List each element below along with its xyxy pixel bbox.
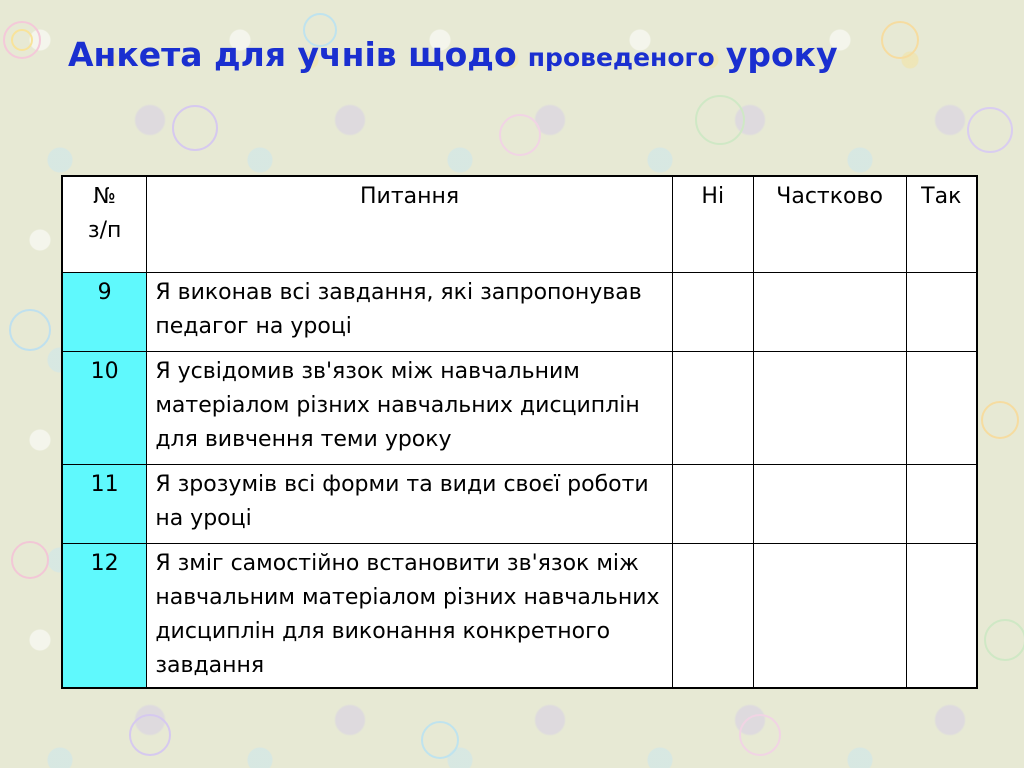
answer-partly-cell[interactable] [753,543,906,688]
header-number [62,176,147,272]
answer-no-cell[interactable] [672,351,753,464]
row-question: Я виконав всі завдання, які запропонував педагог на уроці [147,272,673,351]
answer-yes-cell[interactable] [906,464,977,543]
row-question: Я зміг самостійно встановити зв'язок між навчальним матеріалом різних навчальних дисциплін для виконання конкретного завдання [147,543,673,688]
title-part-2: проведеного [527,43,715,72]
row-number: 10 [62,351,147,464]
row-number: 12 [62,543,147,688]
answer-no-cell[interactable] [672,543,753,688]
table-row [62,543,977,688]
title-part-1: Анкета для учнів щодо [68,35,517,74]
row-number: 9 [62,272,147,351]
header-no: Ні [672,176,753,272]
page-title [68,35,838,74]
row-question: Я усвідомив зв'язок між навчальним матеріалом різних навчальних дисциплін для вивчення теми уроку [147,351,673,464]
answer-partly-cell[interactable] [753,272,906,351]
table-row [62,272,977,351]
answer-partly-cell[interactable] [753,351,906,464]
table-row [62,351,977,464]
title-part-3: уроку [725,35,838,74]
answer-yes-cell[interactable] [906,351,977,464]
answer-no-cell[interactable] [672,272,753,351]
survey-table [61,175,978,689]
table-header-row [62,176,977,272]
answer-no-cell[interactable] [672,464,753,543]
header-yes: Так [906,176,977,272]
header-partly: Частково [753,176,906,272]
header-number-line1: № [93,184,117,209]
answer-yes-cell[interactable] [906,543,977,688]
row-number: 11 [62,464,147,543]
table-row [62,464,977,543]
answer-partly-cell[interactable] [753,464,906,543]
row-question: Я зрозумів всі форми та види своєї роботи на уроці [147,464,673,543]
answer-yes-cell[interactable] [906,272,977,351]
header-question: Питання [147,176,673,272]
header-number-line2: з/п [87,218,122,243]
